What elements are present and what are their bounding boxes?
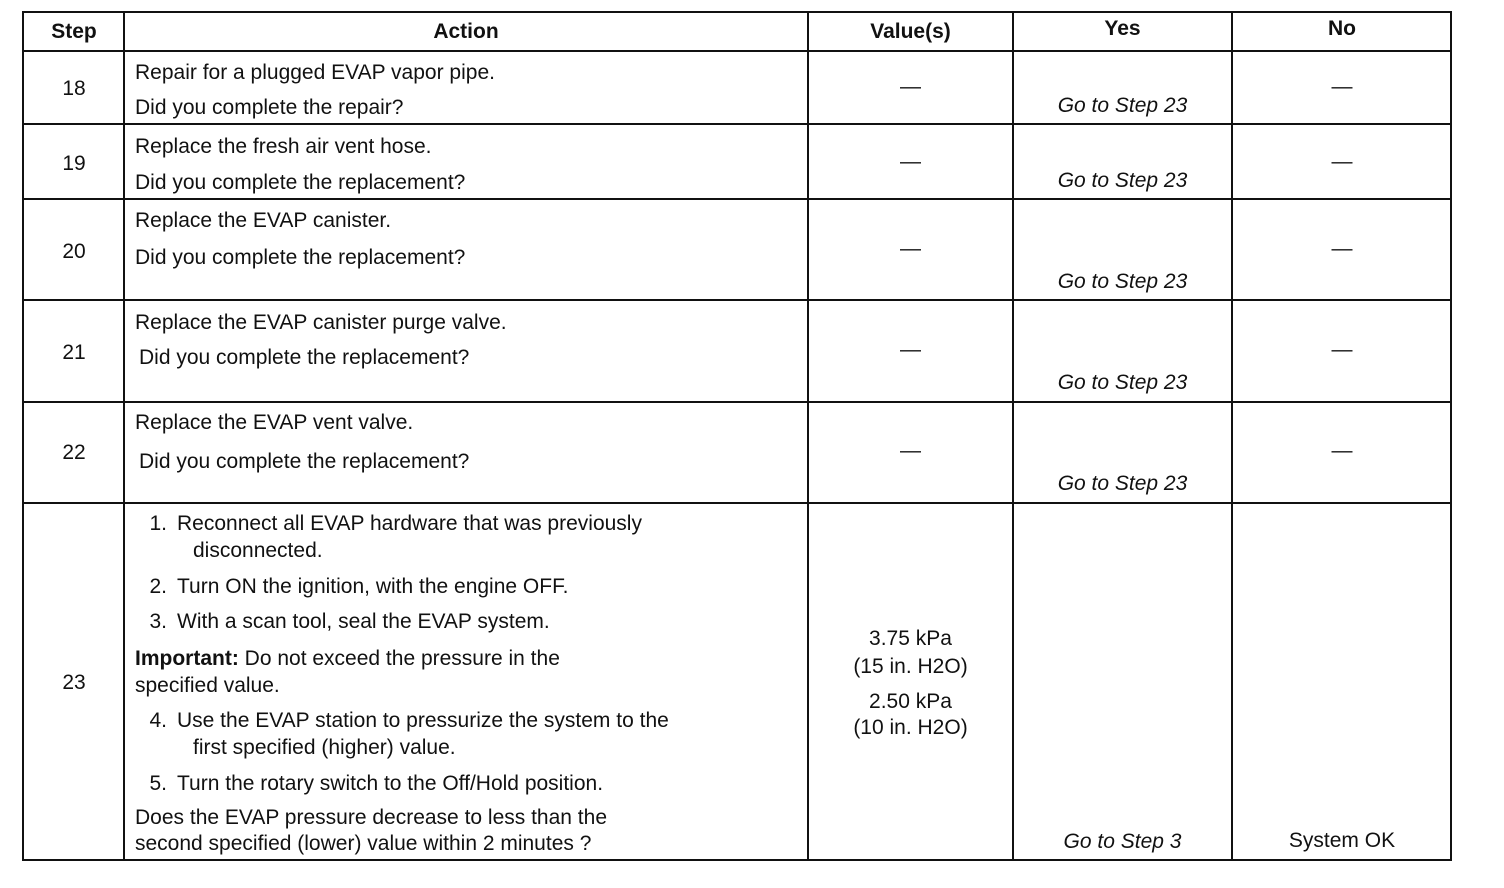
step-number: 21: [62, 341, 86, 364]
item-text: Turn ON the ignition, with the engine OFF.: [177, 575, 569, 598]
no-dash: —: [1331, 150, 1353, 173]
value-dash: —: [900, 439, 921, 462]
action-text: Replace the fresh air vent hose.: [135, 135, 432, 158]
important-label: Important:: [135, 647, 239, 670]
action-text: Replace the EVAP canister purge valve.: [135, 311, 507, 334]
no-dash: —: [1331, 237, 1353, 260]
action-question: Did you complete the replacement?: [135, 171, 466, 194]
item-text-continued: disconnected.: [193, 539, 323, 562]
pressure-value-low-inh2o: (10 in. H2O): [853, 716, 968, 739]
yes-goto: Go to Step 23: [1057, 472, 1188, 495]
step-number: 22: [62, 441, 86, 464]
header-step: Step: [51, 20, 97, 43]
item-number: 2.: [149, 575, 167, 598]
pressure-value-high: 3.75 kPa: [869, 627, 952, 650]
column-divider: [1231, 13, 1233, 859]
procedure-item-4: [135, 707, 669, 734]
procedure-question-continued: second specified (lower) value within 2 minutes ?: [135, 832, 592, 855]
value-dash: —: [900, 150, 921, 173]
header-no: No: [1328, 17, 1356, 40]
value-dash: —: [900, 75, 921, 98]
item-number: 5.: [149, 772, 167, 795]
diagnostic-table: [22, 11, 1452, 861]
no-dash: —: [1331, 338, 1353, 361]
step-number: 18: [62, 77, 86, 100]
no-dash: —: [1331, 439, 1353, 462]
yes-goto: Go to Step 23: [1057, 371, 1188, 394]
important-note: [135, 645, 560, 672]
step-number: 19: [62, 152, 86, 175]
pressure-value-low: 2.50 kPa: [869, 690, 952, 713]
yes-goto: Go to Step 3: [1063, 830, 1182, 853]
step-number: 23: [62, 671, 86, 694]
value-dash: —: [900, 237, 921, 260]
no-dash: —: [1331, 75, 1353, 98]
important-text-continued: specified value.: [135, 674, 280, 697]
yes-goto: Go to Step 23: [1057, 94, 1188, 117]
item-text: With a scan tool, seal the EVAP system.: [177, 610, 550, 633]
yes-goto: Go to Step 23: [1057, 270, 1188, 293]
no-result: System OK: [1288, 829, 1396, 852]
row-divider: [24, 401, 1450, 403]
item-number: 3.: [149, 610, 167, 633]
procedure-item-3: [135, 608, 550, 635]
step-number: 20: [62, 240, 86, 263]
value-dash: —: [900, 338, 921, 361]
action-question: Did you complete the replacement?: [139, 346, 470, 369]
action-text: Replace the EVAP canister.: [135, 209, 392, 232]
item-text-continued: first specified (higher) value.: [193, 736, 456, 759]
item-number: 4.: [149, 709, 167, 732]
yes-goto: Go to Step 23: [1057, 169, 1188, 192]
action-question: Did you complete the replacement?: [135, 246, 466, 269]
header-action: Action: [433, 20, 499, 43]
column-divider: [123, 13, 125, 859]
item-number: 1.: [149, 512, 167, 535]
procedure-item-5: [135, 770, 603, 797]
header-values: Value(s): [870, 20, 951, 43]
row-divider: [24, 198, 1450, 200]
procedure-item-2: [135, 573, 568, 600]
important-text: Do not exceed the pressure in the: [244, 647, 560, 670]
procedure-question: Does the EVAP pressure decrease to less than the: [135, 806, 607, 829]
row-divider: [24, 123, 1450, 125]
procedure-item-1: [135, 510, 642, 537]
item-text: Use the EVAP station to pressurize the system to the: [177, 709, 669, 732]
row-divider: [24, 299, 1450, 301]
action-text: Repair for a plugged EVAP vapor pipe.: [135, 61, 495, 84]
row-divider: [24, 502, 1450, 504]
item-text: Reconnect all EVAP hardware that was previously: [177, 512, 642, 535]
header-yes: Yes: [1104, 17, 1141, 40]
pressure-value-high-inh2o: (15 in. H2O): [853, 655, 968, 678]
item-text: Turn the rotary switch to the Off/Hold position.: [177, 772, 604, 795]
action-question: Did you complete the repair?: [135, 96, 404, 119]
action-text: Replace the EVAP vent valve.: [135, 411, 414, 434]
action-question: Did you complete the replacement?: [139, 450, 470, 473]
